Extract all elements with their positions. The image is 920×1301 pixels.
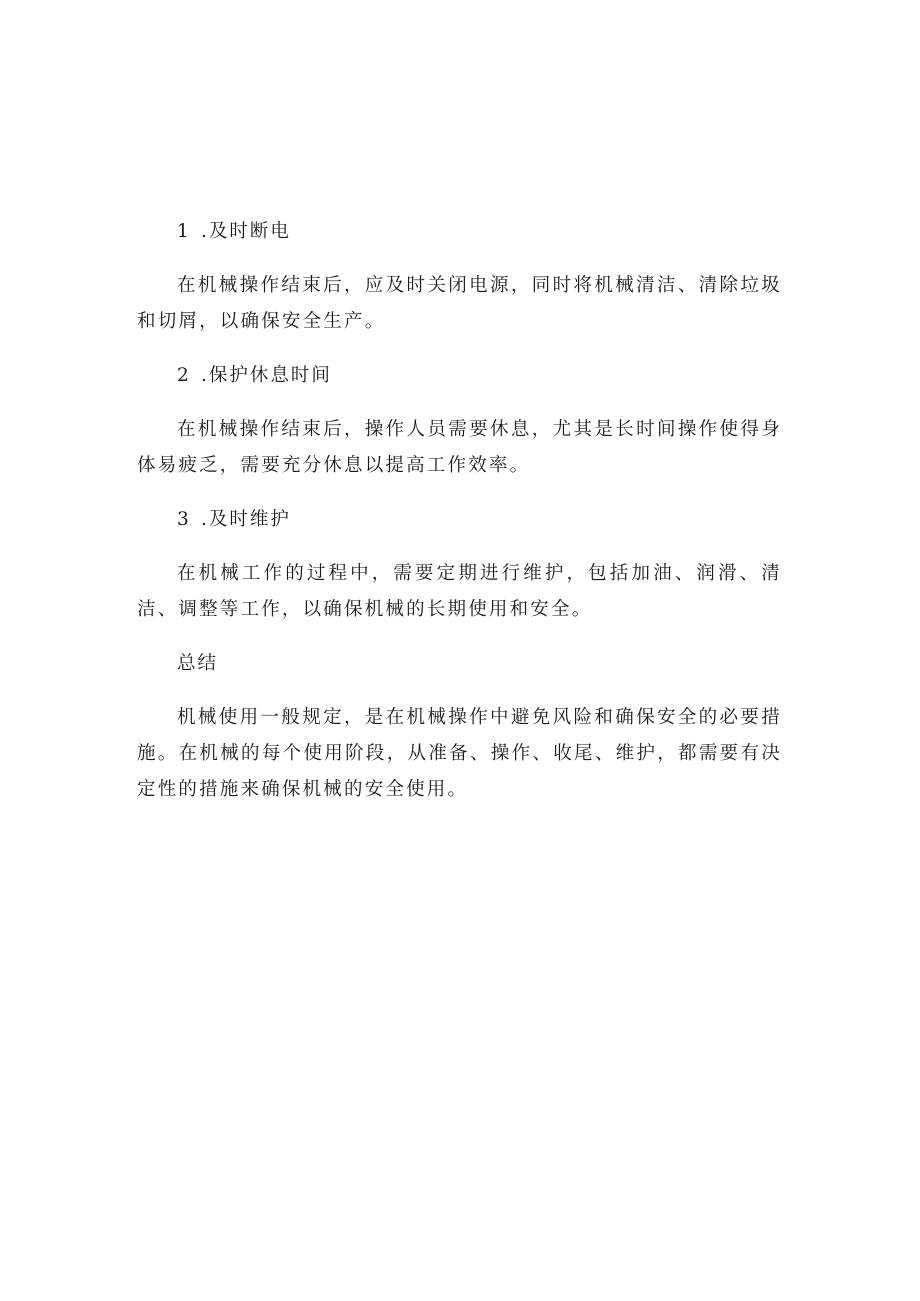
section-heading-1 — [137, 214, 782, 250]
section-number: 1 — [177, 221, 191, 242]
section-number: 3 — [177, 509, 191, 530]
section-heading-3 — [137, 502, 782, 538]
section-title: .保护休息时间 — [201, 365, 332, 386]
section-title: .及时断电 — [201, 221, 291, 242]
section-number: 2 — [177, 365, 191, 386]
section-title: .及时维护 — [201, 509, 291, 530]
section-heading-2 — [137, 358, 782, 394]
document-content — [137, 214, 782, 826]
section-body-3: 在机械工作的过程中，需要定期进行维护，包括加油、润滑、清洁、调整等工作，以确保机械的长期使用和安全。 — [137, 563, 782, 620]
summary-heading: 总结 — [177, 653, 219, 674]
section-body-1: 在机械操作结束后，应及时关闭电源，同时将机械清洁、清除垃圾和切屑，以确保安全生产。 — [137, 275, 782, 332]
summary-body: 机械使用一般规定，是在机械操作中避免风险和确保安全的必要措施。在机械的每个使用阶段，从准备、操作、收尾、维护，都需要有决定性的措施来确保机械的安全使用。 — [137, 707, 782, 800]
section-body-2: 在机械操作结束后，操作人员需要休息，尤其是长时间操作使得身体易疲乏，需要充分休息以提高工作效率。 — [137, 419, 782, 476]
